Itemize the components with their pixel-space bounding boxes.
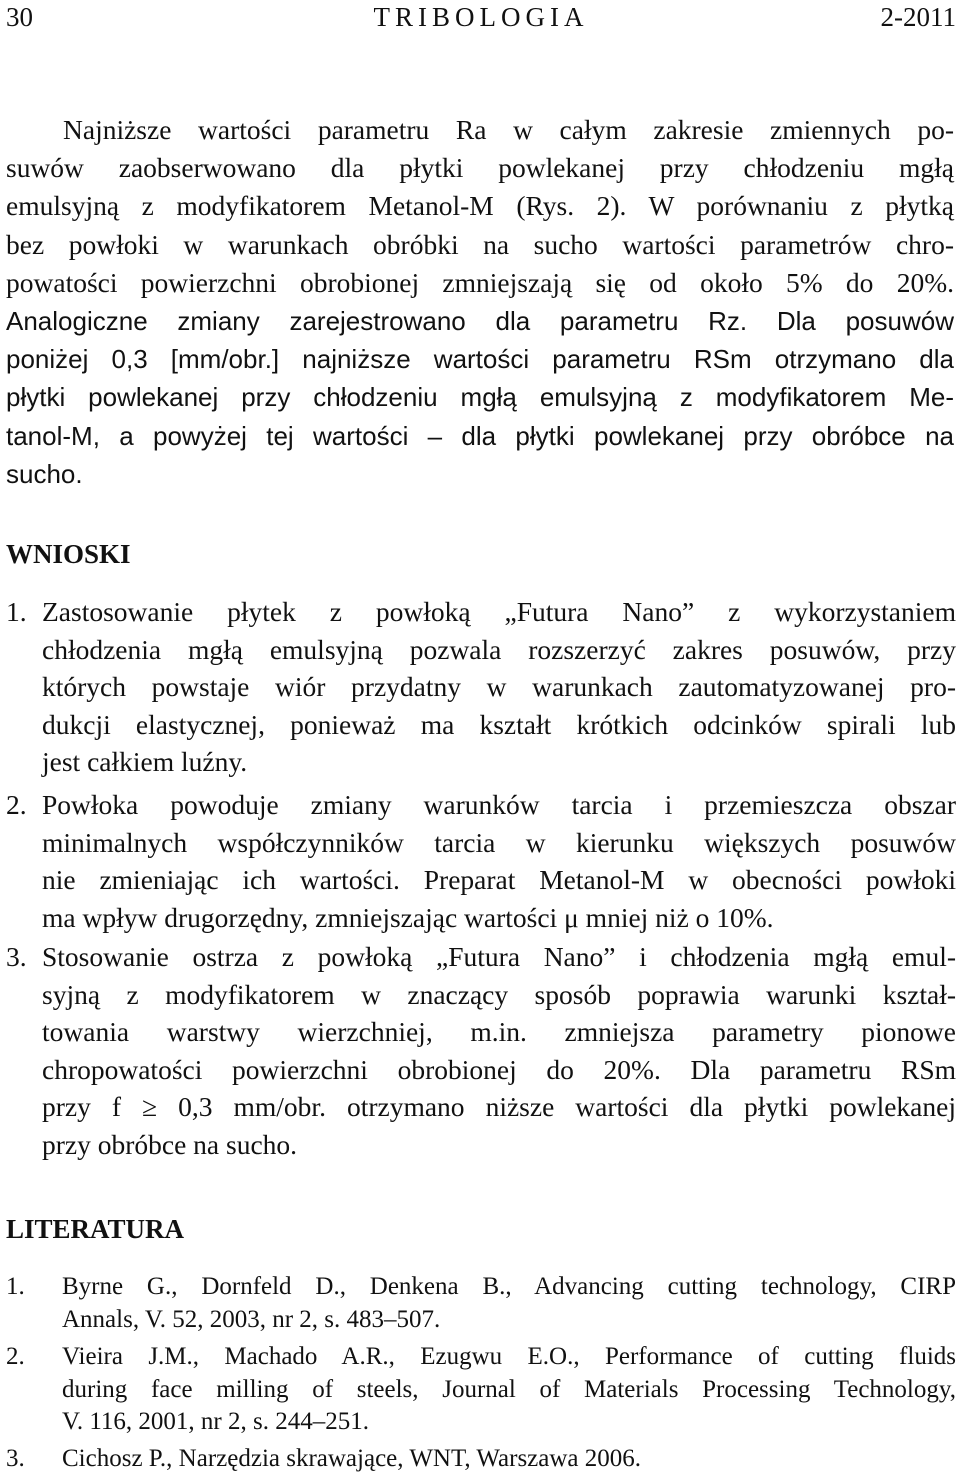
text-line: V. 116, 2001, nr 2, s. 244–251.: [62, 1408, 369, 1435]
item-number: 3.: [6, 941, 27, 972]
text-line: przy obróbce na sucho.: [42, 1128, 298, 1160]
journal-title: TRIBOLOGIA: [373, 2, 589, 32]
text-line: tanol-M, a powyżej tej wartości – dla płytki powlekanej przy obróbce na: [6, 420, 954, 451]
text-line: Byrne G., Dornfeld D., Denkena B., Advancing cutting technology, CIRP: [62, 1273, 956, 1300]
text-line: Annals, V. 52, 2003, nr 2, s. 483–507.: [62, 1305, 441, 1333]
text-line: chropowatości powierzchni obrobionej do 20%. Dla parametru RSm: [42, 1053, 956, 1085]
text-line: syjną z modyfikatorem w znaczący sposób poprawia warunki kształ-: [42, 978, 956, 1010]
text-line: ma wpływ drugorzędny, zmniejszając wartości μ mniej niż o 10%.: [42, 901, 774, 933]
text-line: Vieira J.M., Machado A.R., Ezugwu E.O., Performance of cutting fluids: [62, 1343, 956, 1370]
item-text: [42, 593, 956, 781]
text-line: nie zmieniając ich wartości. Preparat Metanol-M w obecności powłoki: [42, 864, 956, 896]
text-line: towania warstwy wierzchniej, m.in. zmniejsza parametry pionowe: [42, 1016, 956, 1048]
reference-text: [62, 1271, 956, 1336]
text-line: powatości powierzchni obrobionej zmniejszają się od około 5% do 20%.: [6, 266, 954, 298]
issue-number: 2-2011: [880, 2, 956, 32]
text-line: Zastosowanie płytek z powłoką „Futura Nano” z wykorzystaniem: [42, 596, 956, 627]
references-heading: LITERATURA: [6, 1214, 185, 1244]
running-header: [6, 0, 956, 34]
reference-text: [62, 1341, 956, 1439]
item-number: 2.: [6, 789, 27, 820]
text-line: płytki powlekanej przy chłodzeniu mgłą emulsyjną z modyfikatorem Me-: [6, 382, 954, 413]
text-line: minimalnych współczynników tarcia w kierunku większych posuwów: [42, 826, 956, 858]
text-line: których powstaje wiór przydatny w warunkach zautomatyzowanej pro-: [42, 671, 956, 703]
text-line: Analogiczne zmiany zarejestrowano dla parametru Rz. Dla posuwów: [6, 306, 954, 337]
text-line: jest całkiem luźny.: [42, 746, 248, 778]
text-line: dukcji elastycznej, ponieważ ma kształt krótkich odcinków spirali lub: [42, 708, 956, 740]
conclusions-heading: WNIOSKI: [6, 539, 131, 569]
reference-number: 2.: [6, 1343, 25, 1370]
text-line: bez powłoki w warunkach obróbki na sucho wartości parametrów chro-: [6, 228, 954, 260]
text-line: przy f ≥ 0,3 mm/obr. otrzymano niższe wartości dla płytki powlekanej: [42, 1091, 956, 1123]
item-number: 1.: [6, 596, 27, 627]
reference-text: [62, 1443, 956, 1476]
text-line: Powłoka powoduje zmiany warunków tarcia i przemieszcza obszar: [42, 789, 956, 820]
text-line: Cichosz P., Narzędzia skrawające, WNT, Warszawa 2006.: [62, 1445, 642, 1472]
text-line: emulsyjną z modyfikatorem Metanol-M (Rys. 2). W porównaniu z płytką: [6, 190, 954, 222]
text-line: sucho.: [6, 458, 83, 489]
page-number: 30: [6, 2, 33, 32]
intro-paragraph: [6, 111, 954, 493]
text-line: suwów zaobserwowano dla płytki powlekanej przy chłodzeniu mgłą: [6, 152, 954, 184]
item-text: [42, 786, 956, 936]
text-line: poniżej 0,3 [mm/obr.] najniższe wartości parametru RSm otrzymano dla: [6, 344, 954, 375]
reference-number: 3.: [6, 1445, 25, 1472]
text-line: chłodzenia mgłą emulsyjną pozwala rozszerzyć zakres posuwów, przy: [42, 633, 956, 665]
text-line: Najniższe wartości parametru Ra w całym zakresie zmiennych po-: [63, 114, 954, 145]
item-text: [42, 938, 956, 1164]
text-line: during face milling of steels, Journal of Materials Processing Technology,: [62, 1375, 956, 1403]
reference-number: 1.: [6, 1273, 25, 1300]
text-line: Stosowanie ostrza z powłoką „Futura Nano” i chłodzenia mgłą emul-: [42, 941, 956, 972]
